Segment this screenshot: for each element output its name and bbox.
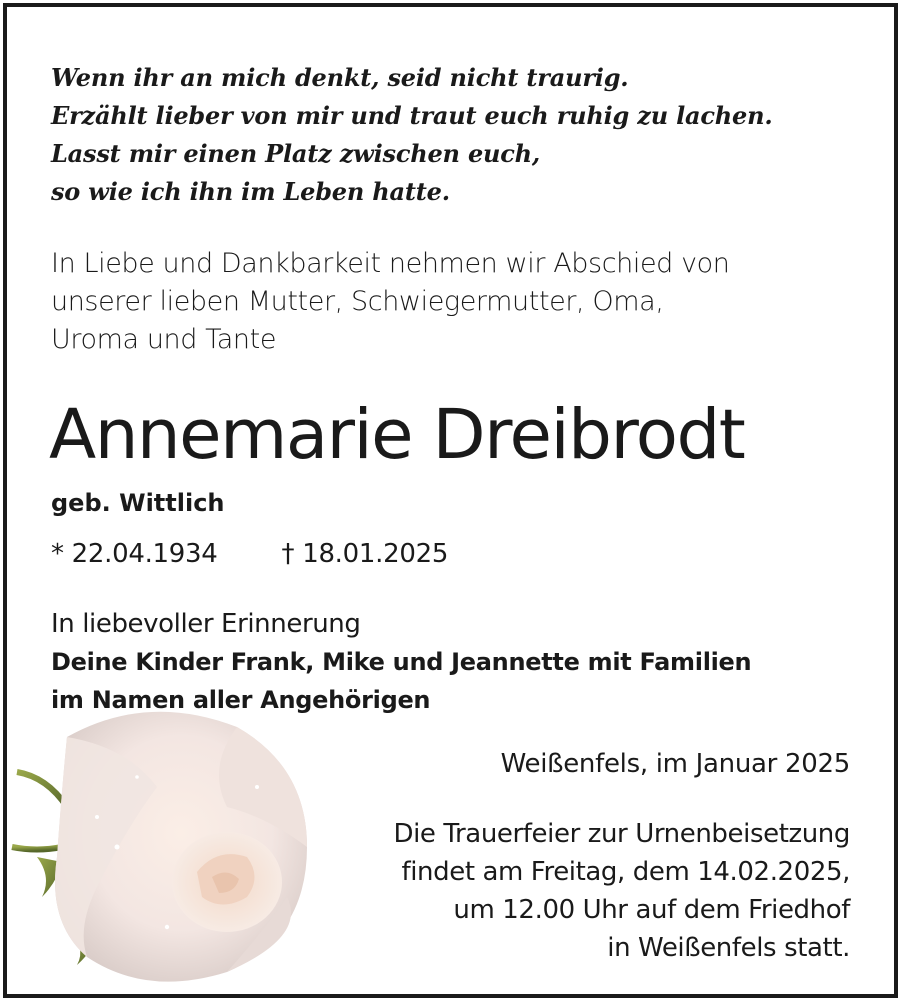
rose-image xyxy=(7,697,327,997)
poem-line: Wenn ihr an mich denkt, seid nicht traurig. xyxy=(51,63,629,92)
obituary-notice xyxy=(3,3,898,998)
closing xyxy=(51,605,751,719)
service-line: Die Trauerfeier zur Urnenbeisetzung xyxy=(393,819,850,849)
life-dates xyxy=(51,539,448,569)
service-line: um 12.00 Uhr auf dem Friedhof xyxy=(453,895,850,925)
poem-line: Lasst mir einen Platz zwischen euch, xyxy=(51,139,541,168)
signers-line: Deine Kinder Frank, Mike und Jeannette mit Familien xyxy=(51,648,752,676)
death-date: † 18.01.2025 xyxy=(281,539,449,569)
signers-line: im Namen aller Angehörigen xyxy=(51,686,431,714)
birth-name: geb. Wittlich xyxy=(51,489,225,517)
intro-line: In Liebe und Dankbarkeit nehmen wir Abschied von xyxy=(51,248,730,279)
poem-line: Erzählt lieber von mir und traut euch ruhig zu lachen. xyxy=(51,101,773,130)
intro-line: Uroma und Tante xyxy=(51,324,277,355)
service-line: findet am Freitag, dem 14.02.2025, xyxy=(401,857,850,887)
poem xyxy=(51,59,773,211)
service-info xyxy=(393,815,850,967)
memory-line: In liebevoller Erinnerung xyxy=(51,609,361,639)
intro-text xyxy=(51,245,730,359)
intro-line: unserer lieben Mutter, Schwiegermutter, Oma, xyxy=(51,286,664,317)
place-date: Weißenfels, im Januar 2025 xyxy=(500,749,850,779)
deceased-name: Annemarie Dreibrodt xyxy=(49,395,745,475)
poem-line: so wie ich ihn im Leben hatte. xyxy=(51,177,450,206)
service-line: in Weißenfels statt. xyxy=(607,933,850,963)
birth-date: * 22.04.1934 xyxy=(51,539,218,569)
